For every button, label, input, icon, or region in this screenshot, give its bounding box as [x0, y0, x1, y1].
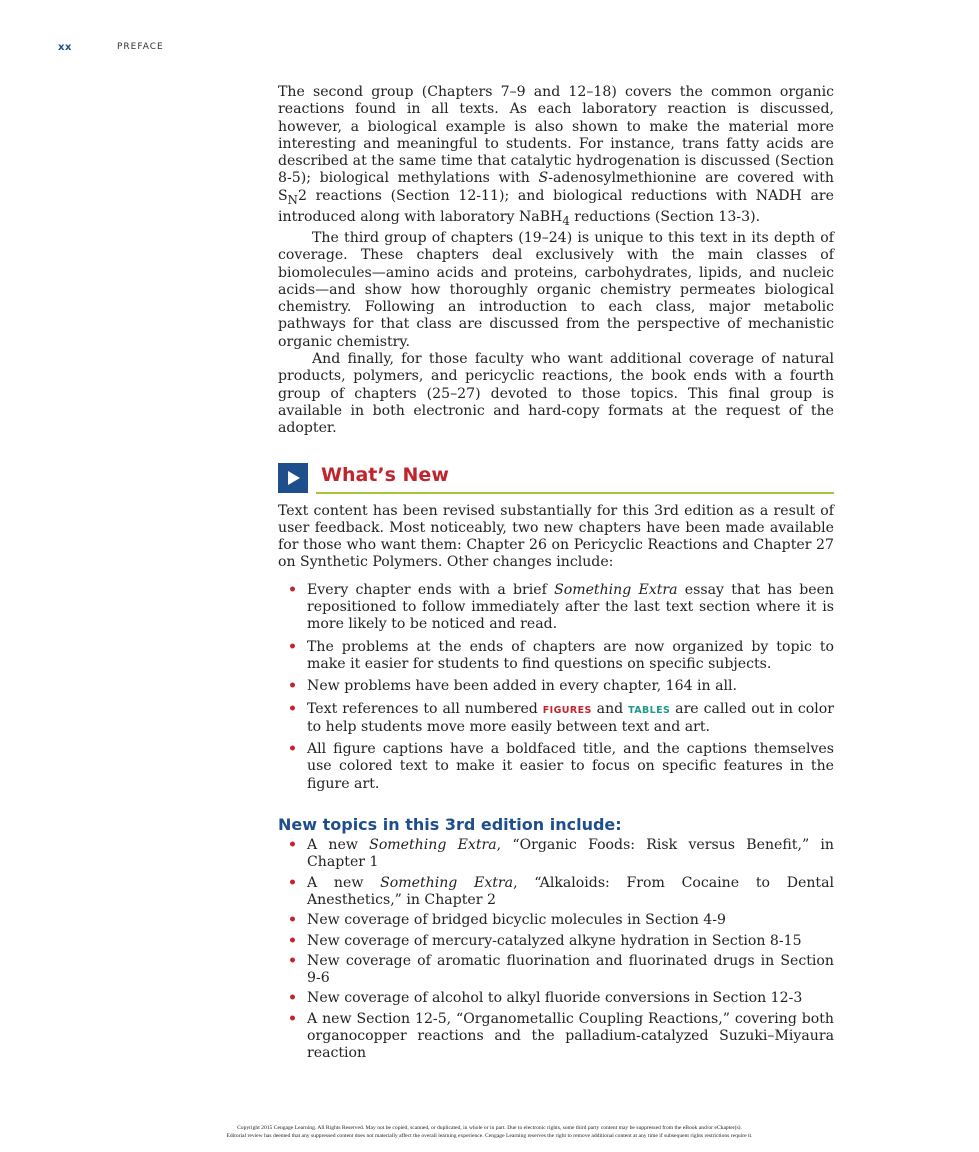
list-item: • The problems at the ends of chapters are now organized by topic to make it easier for students to find questions on specific subjects.: [278, 639, 834, 674]
list-item: • Text references to all numbered FIGURES and TABLES are called out in color to help students move more easily between text and art.: [278, 701, 834, 737]
heading-rule: [316, 492, 834, 494]
paragraph-second-group: The second group (Chapters 7–9 and 12–18) covers the common organic reactions found in all texts. As each laboratory reaction is discussed, however, a biological example is also shown to make the material more interesting and meaningful to students. For instance, trans fatty acids are described at the same time that catalytic hydrogenation is discussed (Section 8-5); biological methylations with S-adenosylmethionine are covered with $S_N2$ reactions (Section 12-11); and biological reductions with NADH are introduced along with laboratory NaBH$_4$ reductions (Section 13-3).: [278, 84, 834, 228]
copyright-footer: [20, 1124, 959, 1140]
copyright-line-2: Editorial review has deemed that any suppressed content does not materially affect the overall learning experience. Cengage Learning reserves the right to remove additional content at any time if subsequent rights restrictions require it.: [226, 1133, 753, 1139]
list-item: • New coverage of bridged bicyclic molecules in Section 4-9: [278, 912, 834, 929]
list-item: • New coverage of mercury-catalyzed alkyne hydration in Section 8-15: [278, 933, 834, 950]
tables-keyword: TABLES: [628, 704, 671, 716]
page-number: xx: [58, 42, 72, 53]
list-item: • A new Something Extra, “Alkaloids: From Cocaine to Dental Anesthetics,” in Chapter 2: [278, 875, 834, 910]
whats-new-title: What’s New: [321, 463, 449, 486]
list-item: • A new Section 12-5, “Organometallic Coupling Reactions,” covering both organocopper reactions and the palladium-catalyzed Suzuki–Miyaura reaction: [278, 1011, 834, 1063]
list-item: • All figure captions have a boldfaced title, and the captions themselves use colored text to make it easier to focus on specific features in the figure art.: [278, 741, 834, 793]
new-topics-list: [278, 837, 834, 1063]
paragraph-third-group: The third group of chapters (19–24) is unique to this text in its depth of coverage. These chapters deal exclusively with the main classes of biomolecules—amino acids and proteins, carbohydrates, lipids, and nucleic acids—and show how thoroughly organic chemistry permeates biological chemistry. Following an introduction to each class, major metabolic pathways for that class are discussed from the perspective of mechanistic organic chemistry.: [278, 230, 834, 350]
list-item: • New coverage of aromatic fluorination and fluorinated drugs in Section 9-6: [278, 953, 834, 988]
list-item: • A new Something Extra, “Organic Foods: Risk versus Benefit,” in Chapter 1: [278, 837, 834, 872]
list-item: • Every chapter ends with a brief Something Extra essay that has been repositioned to follow immediately after the last text section where it is more likely to be noticed and read.: [278, 582, 834, 634]
paragraph-fourth-group: And finally, for those faculty who want additional coverage of natural products, polymers, and pericyclic reactions, the book ends with a fourth group of chapters (25–27) devoted to those topics. This final group is available in both electronic and hard-copy formats at the request of the adopter.: [278, 351, 834, 437]
whats-new-intro: Text content has been revised substantially for this 3rd edition as a result of user feedback. Most noticeably, two new chapters have been made available for those who want them: Chapter 26 on Pericyclic Reactions and Chapter 27 on Synthetic Polymers. Other changes include:: [278, 502, 834, 571]
list-item: • New coverage of alcohol to alkyl fluoride conversions in Section 12-3: [278, 990, 834, 1007]
copyright-line-1: Copyright 2015 Cengage Learning. All Rights Reserved. May not be copied, scanned, or duplicated, in whole or in part. Due to electronic rights, some third party content may be suppressed from the eBook and/or eChapter(s).: [237, 1125, 742, 1131]
list-item: • New problems have been added in every chapter, 164 in all.: [278, 678, 834, 695]
whats-new-heading: [278, 463, 834, 495]
main-content: [278, 84, 834, 1066]
new-topics-heading: New topics in this 3rd edition include:: [278, 815, 622, 835]
running-head: PREFACE: [117, 42, 164, 52]
changes-list: [278, 582, 834, 793]
figures-keyword: FIGURES: [542, 704, 592, 716]
play-icon: [278, 463, 308, 493]
